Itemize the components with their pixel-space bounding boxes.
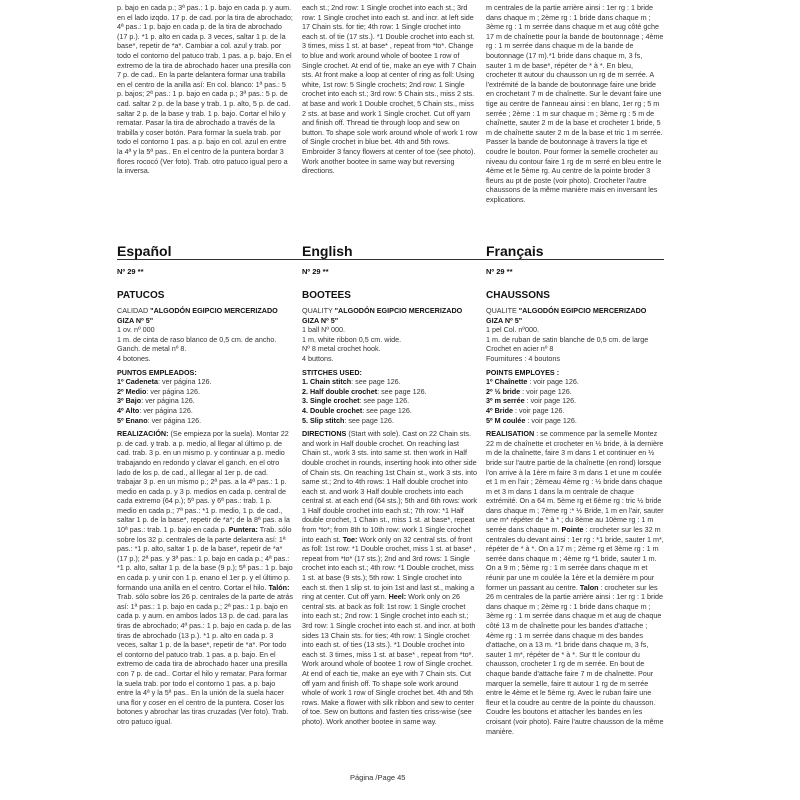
stitches-heading: STITCHES USED: [302,367,362,377]
stitch-item: 5º M coulée : voir page 126. [486,415,577,425]
stitch-item: 4º Alto: ver página 126. [117,405,193,415]
material-item: 1 ball Nº 000. [302,325,345,335]
stitch-item: 4º Bride : voir page 126. [486,405,565,415]
section-spanish [117,306,293,727]
directions: REALIZACIÓN: (Se empieza por la suela). Montar 22 p. de cad. y trab. a p. medio, al llegar al último p. de cad. trab. 3 p. en un mismo p. y continuar a p. medio trabajando en redondo y clavar el ganch. en el otro lado de los p. de cad., al llegar al 1er p. de cad. trabajar 3 p. en un mismo p.; 2ª pas. a la 4ª pas.: 1 p. medio en cada p. y 3 p. medios en cada p. central de cada extremo (64 p.); 5ª pas. y 6ª pas.: trab. 1 p. medio en cada p.; 7ª pas.: *1 p. medio, 1 p. de cad., saltar 1 p. de la base*, repetir de *a*; de la 8ª pas. a la 10ª pas.: trab. 1 p. bajo en cada p. Puntera: Trab. sólo sobre los 32 p. centrales de la parte delantera así: 1ª pas.: *1 p. alto, saltar 1 p. de la base*, repetir de *a* (17 p.); 2ª pas. y 3ª pas.: 1 p. bajo en cada p.; 4ª pas.: *1 p. alto, saltar 1 p. de la base (9 p.); 5ª pas.: 1 p. bajo en cada p. y unir con 1 p. enano el 1er p. y el último p. formando una anilla en el centro. Cortar el hilo. Talón: Trab. sólo sobre los 26 p. centrales de la parte de atrás así: 1ª pas.: 1 p. bajo en cada p.; 2ª pas.: 1 p. bajo en cada p. y aum. en ambos lados 13 p. de cad. para las tiras de abrochado; 4ª pas.: 1 p. bajo en cada p. de las tiras de abrochado (13 p.). *1 p. alto en cada p. 3 veces, saltar 1 p. de la base*, repetir de *a*. Por todo el contorno del patuco trab. 1 pas. a p. bajo. En el extremo de cada tira de abrochado hacer una presilla con 7 p. de cad.. Cortar el hilo y rematar. Para formar la suela trab. por todo el contorno 1 pas. a p. bajo entre la 4ª y la 5ª pas.. En la unión de la suela hacer una flor y coser en el centro de la puntera. Coser los botones y abrochar las tiras cruzadas (Ver foto). Trab. otro patuco igual. [117,429,293,726]
material-item: 1 ov. nº 000 [117,325,155,335]
material-item: Fournitures : 4 boutons [486,353,560,363]
stitch-item: 3º m serrée : voir page 126. [486,396,577,406]
material-item: Ganch. de metal nº 8. [117,344,187,354]
quality-line: QUALITE "ALGODÓN EGIPCIO MERCERIZADO GIZA Nº 5" [486,306,647,325]
material-item: 4 botones. [117,353,151,363]
french-continued-text: m centrales de la partie arrière ainsi : 1er rg : 1 bride dans chaque m ; 2ème rg : 1 bride dans chaque m ; 3ème rg : 1 m serrée dans chaque m et aug côté gche 17 m de chaînette pour la bande de boutonnage ; 4ème rg : 1 m serrée dans chaque m de la bande de boutonnage (17 m).*1 bride dans chaque m, 3 fs, sauter 1 m de base*, répéter de * à *. En bleu, crocheter tt autour du chausson un rg de m serrée. A l'extrémité de la bande de boutonnage faire une bride en crochetant 7 m de chaînette. Sur le devant faire une tige au centre de l'anneau ainsi : en blanc, 1er rg ; 5 m serrée ; 2ème : 1 m sur chaque m ; 3ème rg : 5 m de chaînette, sauter 2 m de la base et crocheter 1 bride, 5 m de chaînette sauter 2 m de la base et tric 1 m serrée. Passer la bande de boutonnage à travers la tige et coudre le bouton. Pour former la semelle crocheter au niveau du contour faire 1 rg de m serré en bleu entre le 4ème et le 5ème rg. Au centre de la pointe broder 3 fleurs au pt de poste (voir photo). Crocheter l'autre chaussons de la même manière mais en inversant les explications. [486,3,664,204]
material-item: 1 pel Col. nº000. [486,325,539,335]
pattern-title-french: CHAUSSONS [486,290,550,301]
spanish-continued-text: p. bajo en cada p.; 3ª pas.: 1 p. bajo en cada p. y aum. en el lado izqdo. 17 p. de cad. por la tira de abrochado; 4ª pas.: 1 p. bajo en cada p. de la tira de abrochado (17 p.). *1 p. alto en cada p. 3 veces, saltar 1 p. de la base*, repetir de *a*. Cambiar a col. azul y trab. por todo el contorno del patuco trab. 1 pas. a p. bajo. En el extremo de la tira de abrochado hacer una presilla con 7 p. de cad.. En la parte delantera formar una trabilla en el centro de la anilla así: En col. blanco: 1ª pas.: 5 p. bajos; 2ª pas.: 1 p. bajo en cada p.; 3ª pas.: 5 p. de cad. saltar 2 p. de la base y trab. 1 p. alto, 5 p. de cad. saltar 2 p. de la base y trab. 1 p. bajo. Cortar el hilo y rematar. Pasar la tira de abrochado a través de la trabilla y coser botón. Para formar la suela trab. por todo el contorno 1 pas. a p. bajo en col. azul en entre la 4ª y la 5ª pas.. En el centro de la puntera bordar 3 flores rococó (Ver foto). Trab. otro patuco igual pero a la inversa. [117,3,293,176]
stitch-item: 5º Enano: ver página 126. [117,415,202,425]
material-item: 1 m. white ribbon 0,5 cm. wide. [302,334,402,344]
language-heading-french: Français [486,243,544,259]
section-french [486,306,664,736]
stitches-heading: POINTS EMPLOYES : [486,367,560,377]
stitch-item: 4. Double crochet: see page 126. [302,405,412,415]
material-item: 4 buttons. [302,353,334,363]
section-english [302,306,478,727]
stitch-item: 3. Single crochet: see page 126. [302,396,410,406]
stitches-heading: PUNTOS EMPLEADOS: [117,367,197,377]
stitch-item: 3º Bajo: ver página 126. [117,396,195,406]
stitch-item: 1º Cadeneta: ver página 126. [117,377,212,387]
pattern-title-english: BOOTEES [302,290,351,301]
pattern-number-english: Nº 29 ** [302,267,329,276]
english-continued-text: each st.; 2nd row: 1 Single crochet into each st.; 3rd row: 1 Single crochet into each st. and incr. at left side 17 Chain sts. for tie; 4th row: 1 Single crochet into each st. of tie (17 sts.). *1 Double crochet into each st. 3 times, miss 1 st. at base* , repeat from *to*. Change to blue and work around whole of bootee 1 row of Single crochet. At end of tie, make an eye with 7 Chain sts. At front make a loop at center of ring as foll: Using white, 1st row: 5 Single crochets; 2nd row: 1 Single crochet into each st.; 3rd row: 5 Chain sts., miss 2 sts. at base and work 1 Double crochet, 5 Chain sts., miss 2 sts. at base and work 1 Single crochet. Cut off yarn and finish off. Thread tie through loop and sew on button. To shape sole work around whole of work 1 row of Single crochet in blue bet. 4th and 5th rows. Embroider 3 fancy flowers at center of toe (see photo). Work another bootee in same way but reversing directions. [302,3,478,176]
material-item: 1 m. de ruban de satin blanche de 0,5 cm. de large [486,334,649,344]
pattern-number-spanish: Nº 29 ** [117,267,144,276]
pattern-title-spanish: PATUCOS [117,290,165,301]
directions: REALISATION : se commence par la semelle Montez 22 m de chaînette et crocheter en ½ bride, à la dernière m de la chaînette, faire 3 m dans 1 et continuer en ½ bride sur l'autre partie de la chaînette (en rond) lorsque l'on arrive à la 1ère m faire 3 m dans 1 et une m coulée et 1 m en l'air ; 2èmeau 4ème rg : ½ bride dans chaque m et 3 m dans 1 dans la m centrale de chaque extrémité. On a 64 m. 5ème rg et 6ème rg : tric ½ bride dans chaque m ; 7ème rg :* ½ Bride, 1 m en l'air, sauter une m* répéter de * à * ; du 8ème au 10ème rg : 1 m serrée dans chaque m. Pointe : crocheter sur les 32 m centrales du devant ainsi : 1er rg : *1 bride, sauter 1 m*, répéter de * à *. On a 17 m ; 2ème rg et 3ème rg : 1 m serrée dans chaque m ; 4ème rg *1 bride, sauter 1 m. On a 9 m ; 5ème rg : 1 m serrée dans chaque m et réunir par une m coulée la 1ère et la dernière m pour former un passant au centre. Talon : crocheter sur les 26 m centrales de la partie arrière ainsi : 1er rg : 1 bride dans chaque m ; 2ème rg : 1 bride dans chaque m ; 3ème rg : 1 m serrée dans chaque m et aug de chaque côté 13 m de chaînette pour les bandes d'attache ; 4ème rg : 1 m serrée dans chaque m des bandes d'attache, on a 13 m. *1 bride dans chaque m, 3 fs, sauter 1 m*, répéter de * à *. Sur tt le contour du chausson, crocheter 1 rg de m serrée. En bout de chaque bande d'attache faire 7 m de chaînette. Pour marquer la semelle, faire tt autour 1 rg de m serrée entre le 4ème et le 5ème rg. Avec le ruban faire une fleur et la coudre au centre de la pointe du chausson. Coudre les boutons et attacher les bandes en les croisant (voir photo). Faire l'autre chausson de la même manière. [486,429,664,736]
language-heading-english: English [302,243,353,259]
material-item: Nº 8 metal crochet hook. [302,344,381,354]
quality-line: CALIDAD "ALGODÓN EGIPCIO MERCERIZADO GIZA Nº 5" [117,306,278,325]
stitch-item: 1. Chain stitch: see page 126. [302,377,401,387]
pattern-number-french: Nº 29 ** [486,267,513,276]
stitch-item: 2º Medio: ver página 126. [117,386,200,396]
page-number: Página /Page 45 [350,773,406,782]
stitch-item: 2. Half double crochet: see page 126. [302,386,427,396]
material-item: 1 m. de cinta de raso blanco de 0,5 cm. de ancho. [117,334,277,344]
stitch-item: 1º Chaînette : voir page 126. [486,377,579,387]
stitch-item: 2º ½ bride : voir page 126. [486,386,572,396]
directions: DIRECTIONS (Start with sole). Cast on 22 Chain sts. and work in Half double crochet. On reaching last Chain st., work 3 sts. into same st. then work in Half double crochet in rounds, inserting hook into other side of Chain sts. On reaching 1st Chain st., work 3 sts. into same st.; 2nd to 4th rows: 1 Half double crochet into each st. and work 3 Half double crochets into each central st. at each end (64 sts.); 5th and 6th rows: work 1 Half double crochet into each st.; 7th row: *1 Half double crochet, 1 Chain st., miss 1 st. at base*, repeat from *to*; from 8th to 10th row: work 1 Single crochet into each st. Toe: Work only on 32 central sts. of front as foll: 1st row: *1 Double crochet, miss 1 st. at base* , repeat from *to* (17 sts.); 2nd and 3rd rows: 1 Single crochet into each st.; 4th row: *1 Double crochet, miss 1 st. at base (9 sts.); 5th row: 1 Single crochet into each st. then 1 slip st. to join 1st and last st., making a ring at center. Cut off yarn. Heel: Work only on 26 central sts. at back as foll: 1st row: 1 Single crochet into each st.; 2nd row: 1 Single crochet into each st.; 3rd row: 1 Single crochet into each st. and incr. at both sides 13 Chain sts. for ties; 4th row: 1 Single crochet into each st. of ties (13 sts.). *1 Double crochet into each st. 3 times, miss 1 st. at base* , repeat from *to*. Work around whole of bootee 1 row of Single crochet. At end of each tie, make an eye with 7 Chain sts. Cut off yarn and finish off. To shape sole work around whole of work 1 row of Single crochet bet. 4th and 5th rows. Make a flower with silk ribbon and sew to center of toe. Sew on buttons and fasten ties criss-wise (see photo). Work another bootee in same way. [302,429,477,726]
material-item: Crochet en acier nº 8 [486,344,554,354]
stitch-item: 5. Slip stitch: see page 126. [302,415,394,425]
header-divider [117,259,664,260]
language-heading-spanish: Español [117,243,172,259]
quality-line: QUALITY "ALGODÓN EGIPCIO MERCERIZADO GIZA Nº 5" [302,306,463,325]
